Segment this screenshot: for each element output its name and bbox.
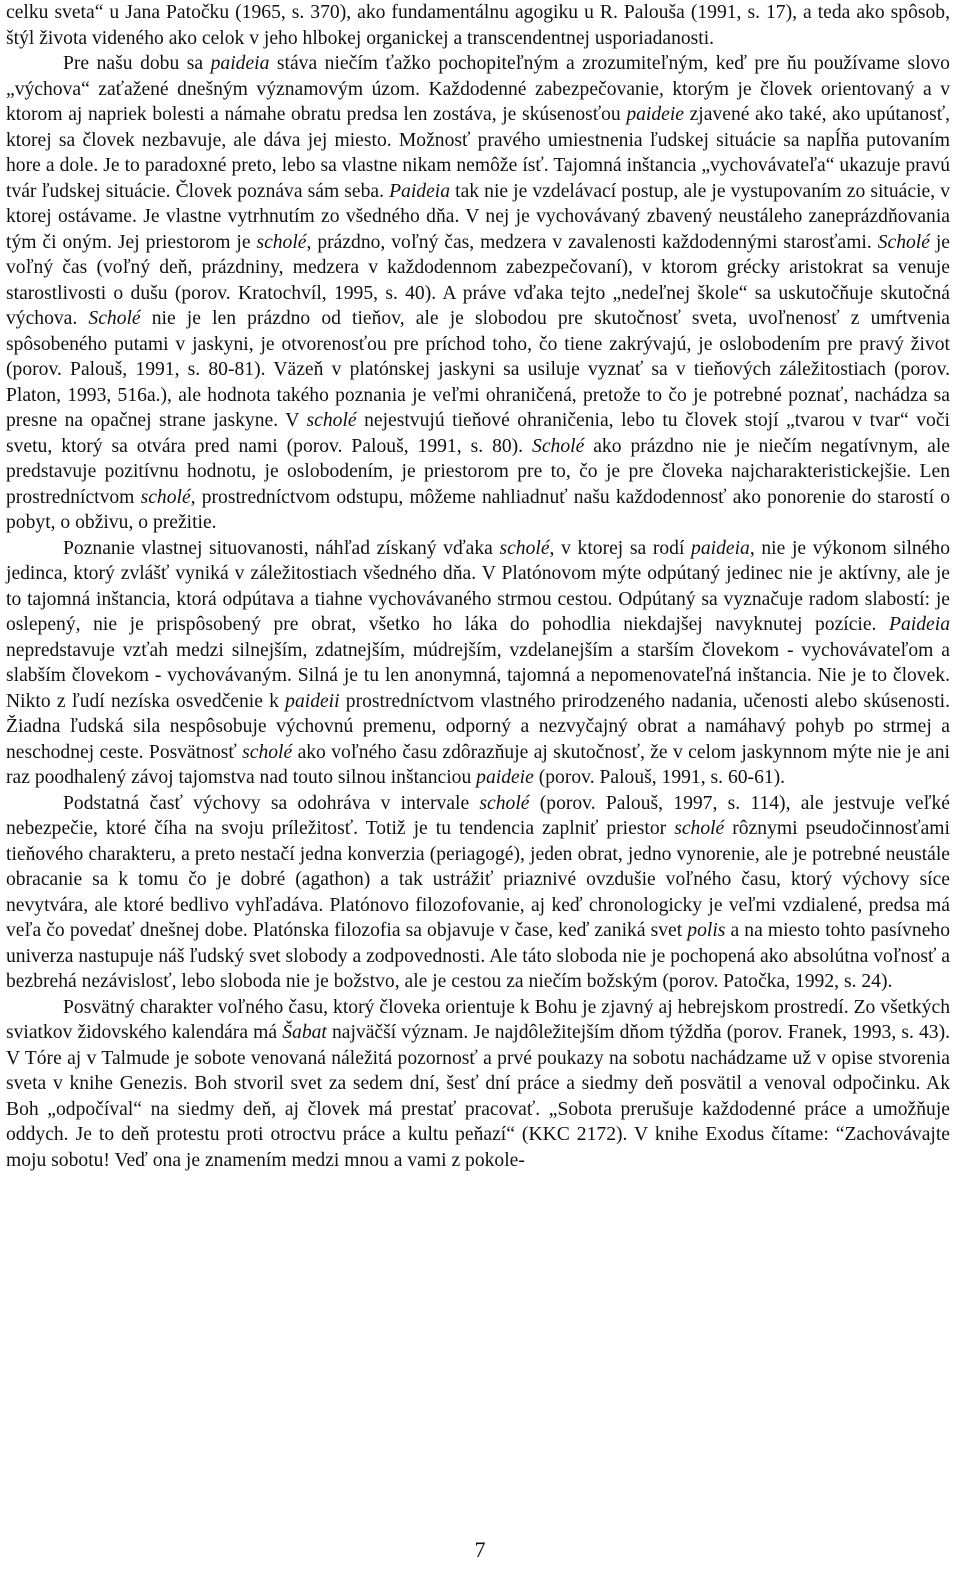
italic-term: scholé, bbox=[140, 486, 196, 508]
italic-term: scholé bbox=[499, 537, 550, 559]
italic-term: Scholé bbox=[877, 231, 930, 253]
text-run: najväčší význam. Je najdôležitejším dňom týždňa (porov. Franek, 1993, s. 43). V Tóre aj v Talmude je sobote venovaná náležitá pozornosť a prvé poukazy na sobotu nachádzame už v opise stvorenia sveta v knihe Genezis. Boh stvoril svet za sedem dní, šesť dní práce a siedmy deň posvätil a venoval odpočinku. Ak Boh „odpočíval“ na siedmy deň, aj človek má prestať pracovať. „Sobota prerušuje každodenné práce a umožňuje oddych. Je to deň protestu proti otroctvu práce a kultu peňazí“ (KKC 2172). V knihe Exodus čítame: “Zachovávajte moju sobotu! Veď ona je znamením medzi mnou a vami z pokole- bbox=[6, 1022, 950, 1171]
text-run: zjavené ako také, ako upútanosť, ktorej sa človek nezbavuje, ale dáva jej miesto. Možnosť pravého umiestnenia ľudskej situácie sa napĺňa putovaním hore a dole. Je to paradoxné preto, lebo sa vlastne nikam nemôže ísť. Tajomná inštancia „vychovávateľa“ ukazuje pravú tvár ľudskej situácie. Človek poznáva sám seba. bbox=[6, 104, 951, 202]
page-number: 7 bbox=[474, 1537, 486, 1562]
text-run: nepredstavuje vzťah medzi silnejším, zdatnejším, múdrejším, vzdelanejším a starším človekom - vychovávateľom a slabším človekom - vychovávaným. Silná je tu len anonymná, tajomná a nepomenovateľná inštancia. Nie je to človek. Nikto z ľudí nezíska osvedčenie k bbox=[6, 639, 950, 712]
text-run: je voľný čas (voľný deň, prázdniny, medzera v každodennom zabezpečovaní), v ktorom grécky aristokrat sa venuje starostlivosti o dušu (porov. Kratochvíl, 1995, s. 40). A práve vďaka tejto „nedeľnej škole“ sa uskutočňuje skutočná výchova. bbox=[6, 231, 950, 329]
paragraph bbox=[6, 0, 950, 51]
italic-term: paideie bbox=[476, 767, 534, 788]
text-run: ako prázdno nie je niečím negatívnym, ale predstavuje pozitívnu hodnotu, je oslobodením, je priestorom pre to, čo je pre človeka najcharakteristickejšie. Len prostredníctvom bbox=[6, 435, 950, 508]
text-run: (porov. Palouš, 1997, s. 114), ale jestvuje veľké nebezpečie, ktoré číha na svoju príležitosť. Totiž je tu tendencia zaplniť priestor bbox=[6, 792, 950, 839]
text-run: (porov. Palouš, 1991, s. 60-61). bbox=[533, 767, 786, 788]
italic-term: paideii bbox=[285, 690, 340, 712]
text-run: nie je len prázdno od tieňov, ale je slobodou pre skutočnosť sveta, uvoľnenosť z umŕtvenia spôsobeného putami v jaskyni, je otvorenosťou pre príchod toho, čo tiene zakrývajú, je oslobodením pre pravý život (porov. Palouš, 1991, s. 80-81). Väzeň v platónskej jaskyni sa usiluje vyznať sa v tieňových záležitostiach (porov. Platon, 1993, 516a.), ale hodnota takého poznania je veľmi ohraničená, pretože to čo je potrebné poznať, nachádza sa presne na opačnej strane jaskyne. V bbox=[6, 308, 951, 431]
italic-term: scholé bbox=[674, 818, 725, 839]
text-run: Pre našu dobu sa bbox=[63, 53, 211, 74]
text-run: ako voľného času zdôrazňuje aj skutočnosť, že v celom jaskynnom mýte nie je ani raz poodhalený závoj tajomstva nad touto silnou inštanciou bbox=[6, 741, 950, 788]
paragraph bbox=[6, 536, 950, 791]
document-body bbox=[6, 0, 950, 1173]
text-run: rôznymi pseudočinnosťami tieňového charakteru, a preto nestačí jedna konverzia (periagogé), jeden obrat, jedno vynorenie, ale je potrebné neustále obracanie sa k tomu čo je dobré (agathon) a tak ustrážiť priaznivé ovzdušie voľného času, ktorý výchovy síce nevytvára, ale ktoré bedlivo vyhľadáva. Platónovo filozofovanie, aj keď chronologicky je veľmi vzdialené, predsa má veľa čo povedať dnešnej dobe. Platónska filozofia sa objavuje v čase, keď zaniká svet bbox=[6, 818, 950, 941]
italic-term: paideia bbox=[691, 537, 750, 559]
text-run: , v ktorej sa rodí bbox=[549, 537, 692, 559]
italic-term: scholé bbox=[306, 410, 357, 431]
italic-term: scholé bbox=[256, 231, 307, 253]
text-run: prostredníctvom odstupu, môžeme nahliadnuť našu každodennosť ako ponorenie do starostí o pobyt, o obživu, o prežitie. bbox=[6, 486, 950, 533]
italic-term: scholé bbox=[242, 741, 293, 763]
text-run: Posvätný charakter voľného času, ktorý človeka orientuje k Bohu je zjavný aj hebrejskom prostredí. Zo všetkých sviatkov židovského kalendára má bbox=[6, 996, 950, 1043]
document-page bbox=[6, 0, 950, 1173]
italic-term: Paideia bbox=[389, 180, 451, 202]
text-run: celku sveta“ u Jana Patočku (1965, s. 370), ako fundamentálnu agogiku u R. Palouša (1991, s. 17), a teda ako spôsob, štýl života videného ako celok v jeho hlbokej organickej a transcendentnej usporiadanosti. bbox=[6, 2, 950, 49]
text-run: , nie je výkonom silného jedinca, ktorý zvlášť vyniká v záležitostiach všedného dňa. V Platónovom mýte odpútaný jedinec nie je aktívny, ale je to tajomná inštancia, ktorá odpútava a tiahne vychovávaného strmou cestou. Odpútaný sa vyznačuje radom slabostí: je oslepený, nie je prispôsobený pre obrat, všetko ho láka do pohodlia niekdajšej navyknutej pozície. bbox=[6, 537, 950, 635]
italic-term: Šabat bbox=[282, 1022, 327, 1043]
italic-term: paideie bbox=[626, 104, 684, 125]
text-run: a na miesto tohto pasívneho univerza nastupuje náš ľudský svet slobody a zodpovednosti. Ale táto sloboda nie je pochopená ako absolútna voľnosť a bezbrehá nezávislosť, lebo sloboda nie je božstvo, ale je cestou za niečím božským (porov. Patočka, 1992, s. 24). bbox=[6, 920, 951, 992]
italic-term: Scholé bbox=[532, 435, 585, 457]
text-run: Podstatná časť výchovy sa odohráva v intervale bbox=[63, 792, 480, 814]
text-run: tak nie je vzdelávací postup, ale je vystupovaním zo situácie, v ktorej ostávame. Je vlastne vytrhnutím zo všedného dňa. V nej je vychovávaný zbavený neustáleho zaneprázdňovania tým či oným. Jej priestorom je bbox=[6, 180, 950, 253]
italic-term: Scholé bbox=[88, 308, 141, 329]
text-run: prostredníctvom vlastného prirodzeného nadania, učenosti alebo skúsenosti. Žiadna ľudská sila nespôsobuje výchovnú premenu, odporný a nezvyčajný obrat a namáhavý pohyb po strmej a neschodnej ceste. Posvätnosť bbox=[6, 690, 950, 763]
paragraph bbox=[6, 995, 950, 1174]
paragraph bbox=[6, 791, 950, 995]
italic-term: polis bbox=[687, 920, 726, 941]
italic-term: paideia bbox=[210, 53, 270, 74]
text-run: Poznanie vlastnej situovanosti, náhľad získaný vďaka bbox=[63, 537, 500, 559]
text-run: , prázdno, voľný čas, medzera v zavalenosti každodennými starosťami. bbox=[306, 231, 878, 253]
italic-term: Paideia bbox=[889, 614, 950, 635]
paragraph bbox=[6, 51, 950, 536]
text-run: stáva niečím ťažko pochopiteľným a zrozumiteľným, keď pre ňu používame slovo „výchova“ zaťažené dnešným významovým úzom. Každodenné zabezpečovanie, ktorým je človek orientovaný a v ktorom aj napriek bolesti a námahe obratu predsa len zostáva, je skúsenosťou bbox=[6, 53, 950, 125]
text-run: nejestvujú tieňové ohraničenia, lebo tu človek stojí „tvarou v tvar“ voči svetu, ktorý sa otvára pred nami (porov. Palouš, 1991, s. 80). bbox=[6, 410, 950, 457]
italic-term: scholé bbox=[479, 792, 530, 814]
